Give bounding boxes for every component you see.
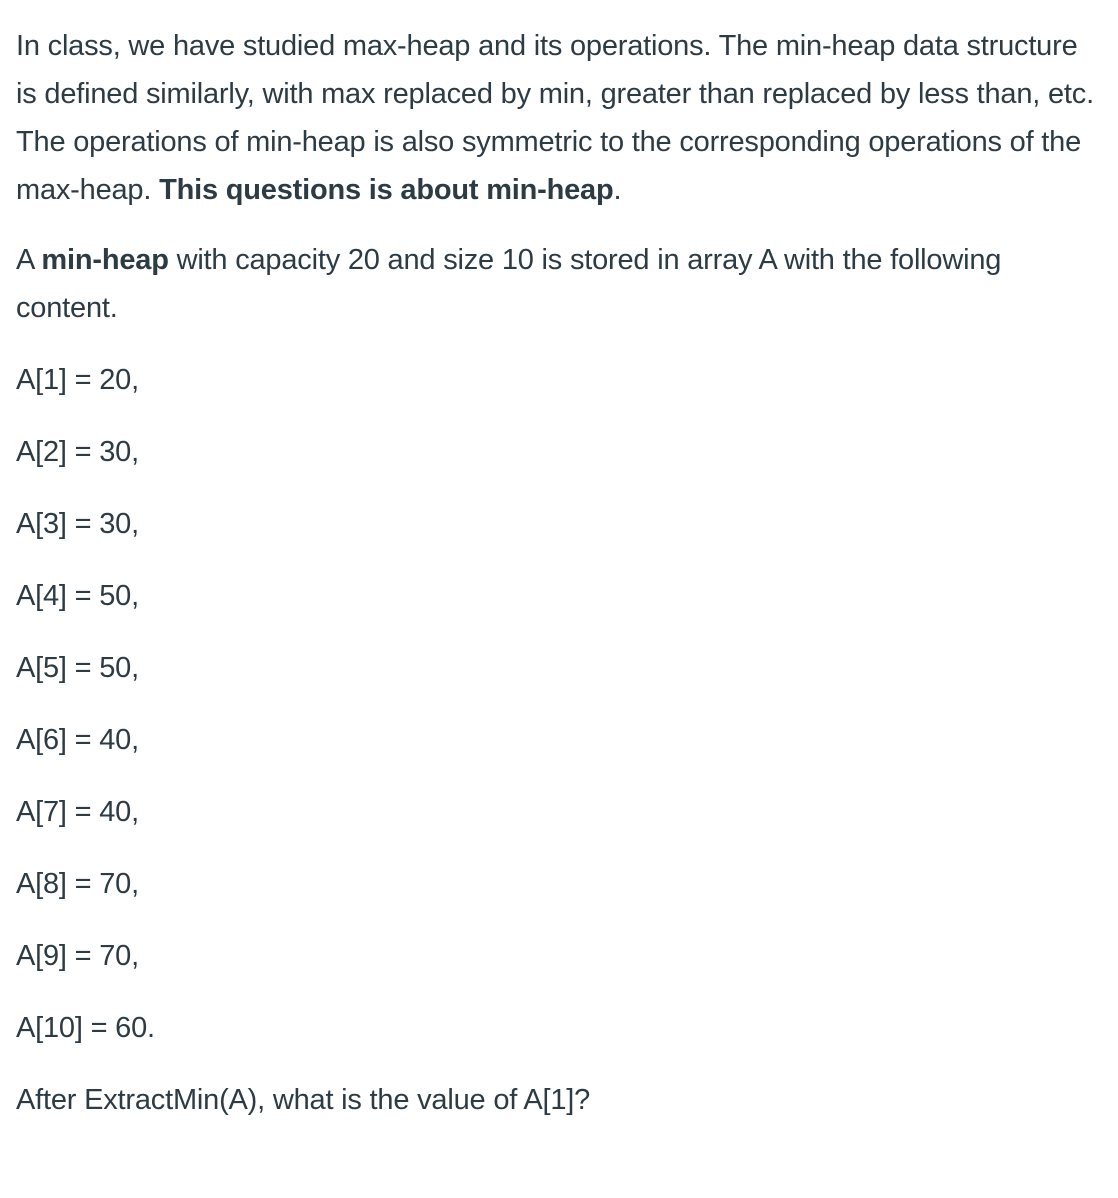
intro-period: . bbox=[613, 174, 622, 206]
array-entry-4: A[4] = 50, bbox=[16, 580, 139, 612]
question-prompt: After ExtractMin(A), what is the value of A[1]? bbox=[16, 1084, 591, 1116]
heap-description bbox=[16, 236, 1102, 332]
intro-paragraph bbox=[16, 22, 1102, 214]
heap-emphasis: min-heap bbox=[41, 244, 169, 276]
intro-text: In class, we have studied max-heap and its operations. The min-heap data structure is defined similarly, with max replaced by min, greater than replaced by less than, etc. The operations of min-heap is also symmetric to the corresponding operations of the max-heap. bbox=[16, 30, 1094, 206]
array-entry-1: A[1] = 20, bbox=[16, 364, 139, 396]
array-entry-9: A[9] = 70, bbox=[16, 940, 139, 972]
array-entry-5: A[5] = 50, bbox=[16, 652, 139, 684]
intro-emphasis: This questions is about min-heap bbox=[159, 174, 614, 206]
array-entry-10: A[10] = 60. bbox=[16, 1012, 155, 1044]
heap-prefix: A bbox=[16, 244, 42, 276]
array-entry-8: A[8] = 70, bbox=[16, 868, 139, 900]
heap-suffix: with capacity 20 and size 10 is stored in array A with the following content. bbox=[16, 244, 1002, 324]
array-entry-3: A[3] = 30, bbox=[16, 508, 139, 540]
array-entry-7: A[7] = 40, bbox=[16, 796, 139, 828]
array-entry-2: A[2] = 30, bbox=[16, 436, 139, 468]
array-entry-6: A[6] = 40, bbox=[16, 724, 139, 756]
